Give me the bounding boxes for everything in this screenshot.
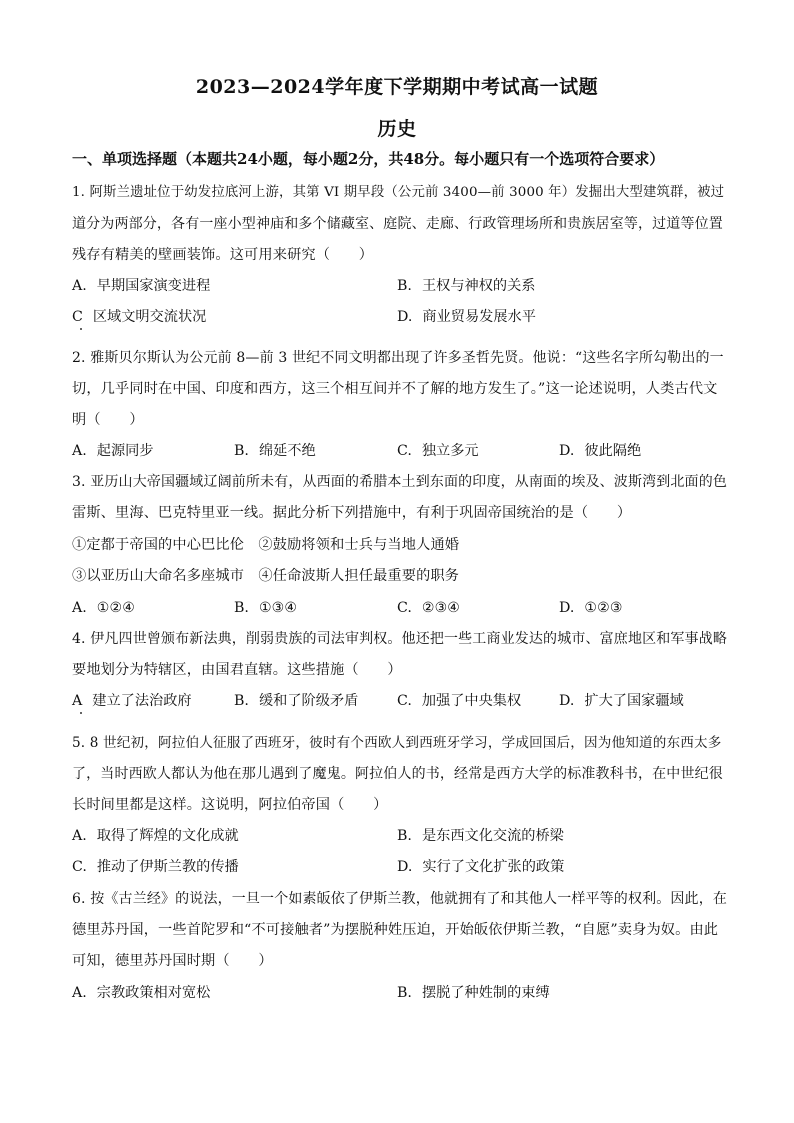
option-key: D. [397, 309, 413, 325]
question-text-line: 道分为两部分，各有一座小型神庙和多个储藏室、庭院、走廊、行政管理场所和贵族居室等，过道等位置 [72, 216, 723, 232]
option-b[interactable] [234, 691, 358, 711]
option-b[interactable] [234, 441, 316, 461]
option-key: C. [397, 443, 412, 459]
option-key: B. [397, 828, 412, 844]
question-text-line: 4. 伊凡四世曾颁布新法典，削弱贵族的司法审判权。他还把一些工商业发达的城市、富庶地区和军事战略 [72, 631, 728, 647]
option-key: C [72, 309, 83, 325]
question-text-line: 了，当时西欧人都认为他在那儿遇到了魔鬼。阿拉伯人的书，经常是西方大学的标准教科书，在中世纪很 [72, 766, 723, 782]
option-a[interactable] [72, 441, 154, 461]
option-c[interactable] [397, 691, 521, 711]
option-text: ①②④ [96, 600, 135, 616]
option-text: 加强了中央集权 [421, 693, 522, 709]
option-d[interactable] [559, 598, 623, 618]
option-text: 扩大了国家疆域 [584, 693, 684, 709]
subject-title: 历史 [377, 118, 417, 140]
question-statements-line: ①定都于帝国的中心巴比伦 ②鼓励将领和士兵与当地人通婚 [72, 537, 460, 553]
option-key: A [72, 693, 83, 709]
option-text: 区域文明交流状况 [92, 309, 207, 325]
option-key: B. [397, 985, 412, 1001]
question-text-line: 2. 雅斯贝尔斯认为公元前 8—前 3 世纪不同文明都出现了许多圣哲先贤。他说：“这些名字所勾勒出的一 [72, 350, 724, 366]
question-text-line: 残存有精美的壁画装饰。这可用来研究（ ） [72, 247, 374, 263]
question-text-line: 6. 按《古兰经》的说法，一旦一个如素皈依了伊斯兰教，他就拥有了和其他人一样平等的权利。因此，在 [72, 891, 728, 907]
option-text: 早期国家演变进程 [96, 278, 211, 294]
option-key: D. [559, 600, 575, 616]
option-text: 缓和了阶级矛盾 [258, 693, 359, 709]
question-text-line: 雷斯、里海、巴克特里亚一线。据此分析下列措施中，有利于巩固帝国统治的是（ ） [72, 505, 632, 521]
option-a[interactable] [72, 598, 135, 618]
question-text-line: 3. 亚历山大帝国疆域辽阔前所未有，从西面的希腊本土到东面的印度，从南面的埃及、波斯湾到北面的色 [72, 474, 728, 490]
option-a[interactable] [72, 691, 192, 711]
option-d[interactable] [559, 441, 641, 461]
option-key: D. [559, 443, 575, 459]
option-text: 是东西文化交流的桥梁 [421, 828, 564, 844]
option-text: 实行了文化扩张的政策 [422, 859, 565, 875]
option-key: A. [72, 600, 87, 616]
option-key: A. [72, 278, 87, 294]
option-key: C. [397, 600, 412, 616]
option-text: 建立了法治政府 [92, 693, 192, 709]
option-key: C. [397, 693, 412, 709]
scan-dot [80, 328, 82, 330]
option-text: 独立多元 [421, 443, 479, 459]
option-key: A. [72, 985, 87, 1001]
option-text: ①②③ [584, 600, 623, 616]
question-text-line: 1. 阿斯兰遗址位于幼发拉底河上游，其第 VI 期早段（公元前 3400—前 3000 年）发掘出大型建筑群，被过 [72, 185, 725, 200]
option-text: ①③④ [258, 600, 298, 616]
option-b[interactable] [397, 826, 564, 846]
option-key: B. [234, 693, 249, 709]
scan-dot [80, 712, 82, 714]
option-key: B. [397, 278, 412, 294]
question-text-line: 德里苏丹国，一些首陀罗和“不可接触者”为摆脱种姓压迫，开始皈依伊斯兰教，“自愿”卖身为奴。由此 [72, 922, 719, 938]
question-statements-line: ③以亚历山大命名多座城市 ④任命波斯人担任最重要的职务 [72, 568, 460, 584]
option-text: 王权与神权的关系 [421, 278, 536, 294]
option-b[interactable] [234, 598, 297, 618]
question-text-line: 可知，德里苏丹国时期（ ） [72, 953, 273, 969]
option-b[interactable] [397, 983, 550, 1003]
option-a[interactable] [72, 983, 210, 1003]
section-heading: 一、单项选择题（本题共24小题，每小题2分，共48分。每小题只有一个选项符合要求） [72, 150, 665, 168]
option-text: 商业贸易发展水平 [422, 309, 536, 325]
question-text-line: 明（ ） [72, 412, 144, 428]
option-c[interactable] [72, 307, 206, 327]
option-text: 推动了伊斯兰教的传播 [96, 859, 239, 875]
option-c[interactable] [397, 441, 479, 461]
question-text-line: 长时间里都是这样。这说明，阿拉伯帝国（ ） [72, 797, 388, 813]
option-c[interactable] [397, 598, 460, 618]
option-key: B. [234, 443, 249, 459]
option-text: 宗教政策相对宽松 [96, 985, 211, 1001]
option-text: 绵延不绝 [258, 443, 316, 459]
option-key: D. [397, 859, 413, 875]
option-d[interactable] [397, 857, 564, 877]
option-text: 摆脱了种姓制的束缚 [421, 985, 550, 1001]
option-a[interactable] [72, 826, 239, 846]
option-text: ②③④ [421, 600, 461, 616]
option-d[interactable] [559, 691, 684, 711]
option-key: B. [234, 600, 249, 616]
question-text-line: 要地划分为特辖区，由国君直辖。这些措施（ ） [72, 662, 402, 678]
option-a[interactable] [72, 276, 210, 296]
option-text: 取得了辉煌的文化成就 [96, 828, 239, 844]
option-key: A. [72, 443, 87, 459]
option-b[interactable] [397, 276, 535, 296]
option-key: C. [72, 859, 87, 875]
option-key: D. [559, 693, 575, 709]
option-text: 彼此隔绝 [584, 443, 642, 459]
option-d[interactable] [397, 307, 536, 327]
exam-title: 2023—2024学年度下学期期中考试高一试题 [195, 76, 599, 98]
question-text-line: 切，几乎同时在中国、印度和西方，这三个相互间并不了解的地方发生了。”这一论述说明，人类古代文 [72, 381, 718, 397]
option-key: A. [72, 828, 87, 844]
option-text: 起源同步 [96, 443, 154, 459]
option-c[interactable] [72, 857, 239, 877]
question-text-line: 5. 8 世纪初，阿拉伯人征服了西班牙，彼时有个西欧人到西班牙学习，学成回国后，因为他知道的东西太多 [72, 735, 722, 751]
